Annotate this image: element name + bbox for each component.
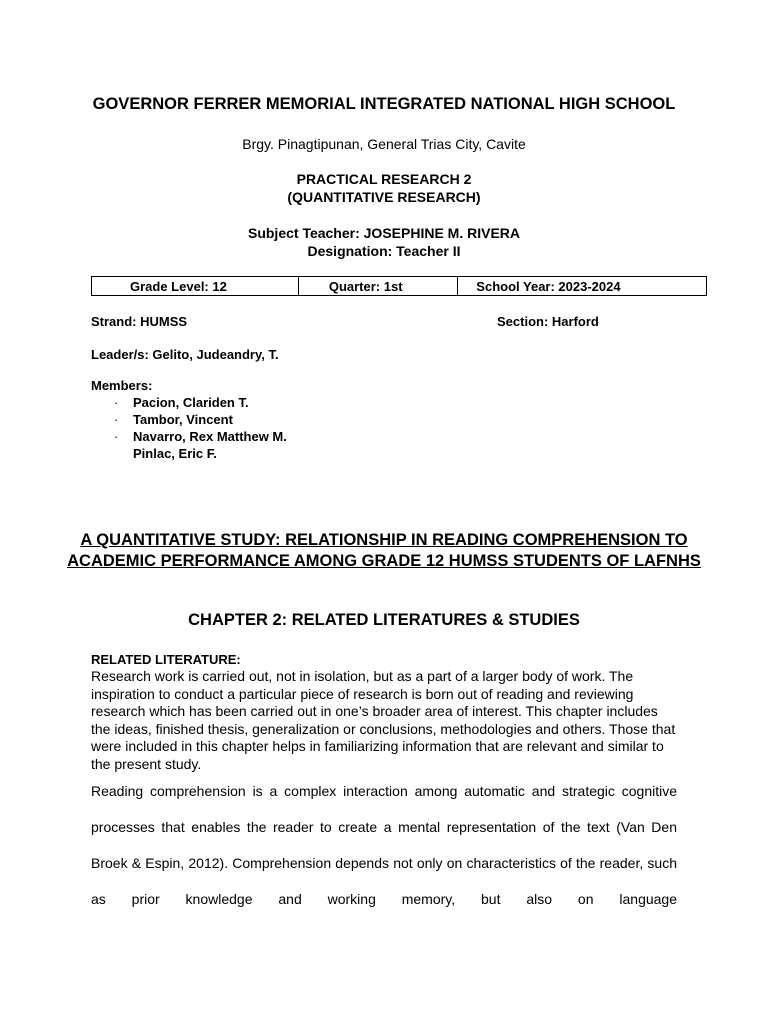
quarter-cell: Quarter: 1st <box>298 277 457 296</box>
strand: Strand: HUMSS <box>91 314 188 329</box>
grade-level-cell: Grade Level: 12 <box>92 277 299 296</box>
subject-subtitle: (QUANTITATIVE RESEARCH) <box>287 189 481 205</box>
section: Section: Harford <box>497 314 599 329</box>
member-item <box>114 428 287 445</box>
bullet: · <box>114 395 119 410</box>
subject-teacher: Subject Teacher: JOSEPHINE M. RIVERA <box>247 225 521 241</box>
teacher-designation: Designation: Teacher II <box>307 243 461 259</box>
subject-title: PRACTICAL RESEARCH 2 <box>296 171 472 187</box>
member-item <box>114 411 287 428</box>
member-item <box>114 445 287 462</box>
subject-heading <box>60 170 708 206</box>
group-leader: Leader/s: Gelito, Judeandry, T. <box>91 347 279 362</box>
member-name: Navarro, Rex Matthew M. <box>133 429 287 444</box>
paragraph-reading-comprehension: Reading comprehension is a complex interaction among automatic and strategic cognitive processes that enables the reader to create a mental representation of the text (Van Den Broek & Espin, 2012). Comprehension depends not only on characteristics of the reader, such as prior knowledge and working memory, but also on language <box>91 783 677 907</box>
teacher-block <box>60 224 708 260</box>
member-item <box>114 394 287 411</box>
paragraph-intro: Research work is carried out, not in isolation, but as a part of a larger body of work. The inspiration to conduct a particular piece of research is born out of reading and reviewing research which has been carried out in one’s broader area of interest. This chapter includes the ideas, finished thesis, generalization or conclusions, methodologies and others. Those that were included in this chapter helps in familiarizing information that are relevant and similar to the present study. <box>91 668 676 772</box>
school-name: GOVERNOR FERRER MEMORIAL INTEGRATED NATIONAL HIGH SCHOOL <box>92 95 676 113</box>
member-name: Tambor, Vincent <box>133 412 233 427</box>
info-table <box>91 276 707 296</box>
chapter-title: CHAPTER 2: RELATED LITERATURES & STUDIES <box>188 611 580 629</box>
school-year-cell: School Year: 2023-2024 <box>458 277 707 296</box>
member-name: Pacion, Clariden T. <box>133 395 249 410</box>
bullet: · <box>114 429 119 444</box>
members-list <box>114 394 287 462</box>
info-row <box>92 277 707 296</box>
members-label: Members: <box>91 378 153 393</box>
school-address: Brgy. Pinagtipunan, General Trias City, Cavite <box>242 136 526 152</box>
bullet: · <box>114 412 119 427</box>
member-name: Pinlac, Eric F. <box>133 446 217 461</box>
related-literature-heading: RELATED LITERATURE: <box>91 652 241 667</box>
study-title: A QUANTITATIVE STUDY: RELATIONSHIP IN READING COMPREHENSION TO ACADEMIC PERFORMANCE AMONG GRADE 12 HUMSS STUDENTS OF LAFNHS <box>67 531 701 570</box>
